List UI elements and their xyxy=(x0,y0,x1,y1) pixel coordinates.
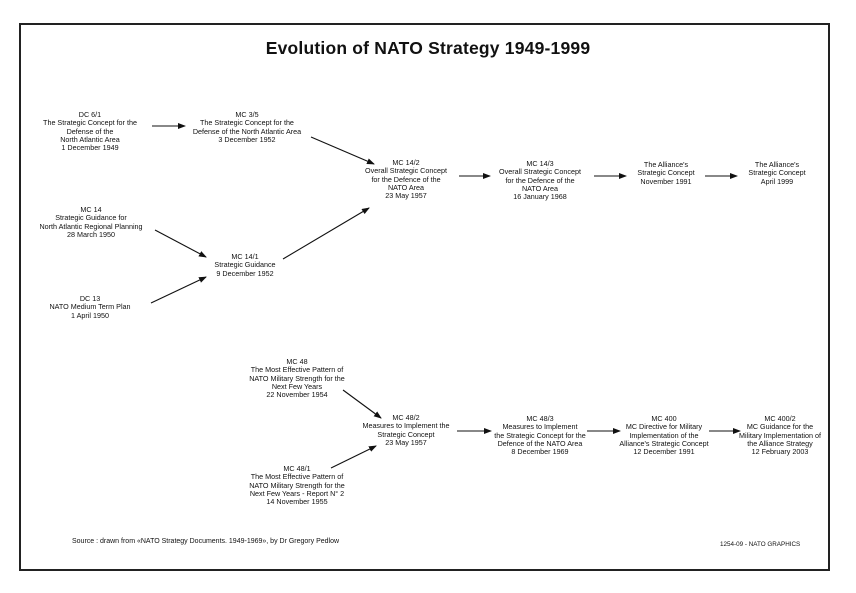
node-line: for the Defence of the xyxy=(505,175,575,185)
node-line: 3 December 1952 xyxy=(218,134,276,144)
node-line: MC 3/5 xyxy=(235,110,259,119)
node-line: 12 December 1991 xyxy=(633,447,695,457)
node-line: 14 November 1955 xyxy=(266,497,328,507)
arrow-mc141-to-mc142 xyxy=(283,208,369,259)
node-line: The Most Effective Pattern of xyxy=(250,472,344,482)
node-line: for the Defence of the xyxy=(371,174,441,184)
arrow-mc48-to-mc482 xyxy=(343,390,381,418)
node-line: NATO Area xyxy=(387,182,425,192)
node-line: November 1991 xyxy=(640,176,692,186)
node-line: 22 November 1954 xyxy=(266,390,328,400)
node-line: The Strategic Concept for the xyxy=(43,118,137,128)
node-line: DC 6/1 xyxy=(78,110,102,119)
node-line: MC 14/3 xyxy=(526,159,554,168)
node-line: MC 400/2 xyxy=(764,414,796,423)
node-line: Next Few Years xyxy=(271,381,323,391)
node-line: Next Few Years - Report N° 2 xyxy=(249,488,345,498)
node-line: MC 14/2 xyxy=(392,158,420,167)
node-line: MC 400 xyxy=(651,414,677,423)
node-line: Strategic Concept xyxy=(637,168,695,178)
node-line: 1 April 1950 xyxy=(71,310,109,320)
arrow-dc13-to-mc141 xyxy=(151,277,206,303)
node-line: 1 December 1949 xyxy=(61,143,119,153)
node-line: 23 May 1957 xyxy=(385,191,427,201)
node-line: Defense of the North Atlantic Area xyxy=(192,126,302,136)
node-line: Strategic Guidance xyxy=(214,260,276,270)
node-line: Defence of the NATO Area xyxy=(497,438,583,448)
arrow-mc481-to-mc482 xyxy=(331,446,376,468)
node-line: MC 14/1 xyxy=(231,252,259,261)
node-line: 23 May 1957 xyxy=(385,437,427,447)
node-line: MC 48/2 xyxy=(392,413,420,422)
node-line: MC 48 xyxy=(286,357,308,366)
diagram-title: Evolution of NATO Strategy 1949-1999 xyxy=(265,38,591,58)
node-line: 16 January 1968 xyxy=(513,192,567,202)
node-line: April 1999 xyxy=(760,176,794,186)
node-line: The Strategic Concept for the xyxy=(200,118,294,128)
node-line: NATO Area xyxy=(521,183,559,193)
node-line: North Atlantic Area xyxy=(60,134,120,144)
node-line: the Strategic Concept for the xyxy=(494,430,586,440)
node-line: North Atlantic Regional Planning xyxy=(39,221,143,231)
node-line: Defense of the xyxy=(66,126,114,136)
node-line: Overall Strategic Concept xyxy=(365,166,447,176)
node-line: Implementation of the xyxy=(629,430,699,440)
node-line: Measures to Implement the xyxy=(362,421,450,431)
node-line: 28 March 1950 xyxy=(67,229,115,239)
source-note: Source : drawn from «NATO Strategy Documents. 1949-1969», by Dr Gregory Pedlow xyxy=(72,538,340,545)
node-line: NATO Medium Term Plan xyxy=(49,302,131,312)
node-line: Measures to Implement xyxy=(502,422,578,432)
node-line: MC Directive for Military xyxy=(625,422,703,432)
node-line: Strategic Guidance for xyxy=(55,213,127,223)
node-line: The Alliance's xyxy=(754,160,800,169)
node-line: MC Guidance for the xyxy=(746,422,814,432)
node-line: 12 February 2003 xyxy=(751,447,809,457)
node-line: The Alliance's xyxy=(643,160,689,169)
node-line: MC 14 xyxy=(80,205,102,214)
node-line: NATO Military Strength for the xyxy=(249,373,345,383)
node-line: MC 48/3 xyxy=(526,414,554,423)
node-line: 8 December 1969 xyxy=(511,447,569,457)
arrow-mc14-to-mc141 xyxy=(155,230,206,257)
node-line: Alliance's Strategic Concept xyxy=(619,438,709,448)
node-line: Strategic Concept xyxy=(377,429,435,439)
node-line: Military Implementation of xyxy=(739,430,821,440)
node-line: 9 December 1952 xyxy=(216,268,274,278)
node-line: Strategic Concept xyxy=(748,168,806,178)
node-line: The Most Effective Pattern of xyxy=(250,365,344,375)
arrow-mc35-to-mc142 xyxy=(311,137,374,164)
node-line: Overall Strategic Concept xyxy=(499,167,581,177)
node-line: MC 48/1 xyxy=(283,464,311,473)
node-line: NATO Military Strength for the xyxy=(249,480,345,490)
graphics-credit: 1254-09 - NATO GRAPHICS xyxy=(720,541,801,548)
node-line: DC 13 xyxy=(79,294,101,303)
node-line: the Alliance Strategy xyxy=(747,438,813,448)
